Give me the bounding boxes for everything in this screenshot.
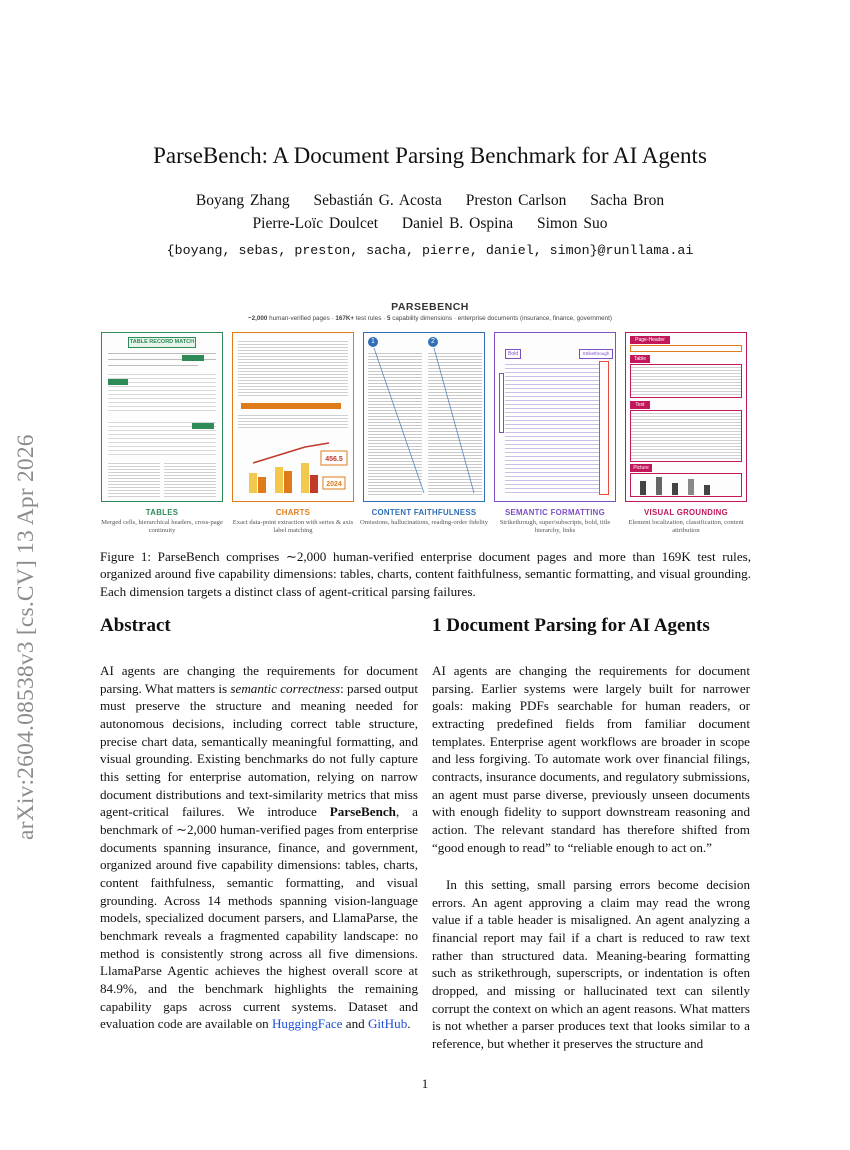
panel-desc-tables: Merged cells, hierarchical headers, cross-page continuity bbox=[101, 519, 223, 535]
authors-line-1 bbox=[100, 192, 760, 210]
authors-line-2 bbox=[100, 215, 760, 233]
semantic-formatting-panel-image bbox=[494, 332, 616, 502]
picture-tag: Picture bbox=[630, 464, 652, 472]
author-name: Simon Suo bbox=[536, 215, 608, 232]
subtitle-rules-count: 167K+ bbox=[335, 315, 355, 322]
content-faithfulness-panel-image bbox=[363, 332, 485, 502]
abstract-text-run: , a benchmark of ∼2,000 human-verified pages from enterprise documents spanning insurance, finance, and government, organized around five capability dimensions: tables, charts, content faithfulness, semantic formatting, and visual grounding. Across 14 methods spanning vision-language models, specialized document parsers, and LlamaParse, the benchmark reveals a fragmented capability landscape: no method is consistently strong across all five dimensions. LlamaParse Agentic achieves the highest overall score at 84.9%, and the benchmark highlights the remaining capability gaps across current systems. Dataset and evaluation code are available on bbox=[100, 804, 418, 1032]
abstract-text-run: : parsed output must preserve the structure and meaning needed for autonomous decisions, including correct table structure, precise chart data, semantically meaningful formatting, and visual grounding. Existing benchmarks do not fully capture this setting for enterprise automation, relying on narrow document distributions and text-similarity metrics that miss agent-critical failures. We introduce bbox=[100, 680, 418, 820]
subtitle-text: capability dimensions · enterprise documents (insurance, finance, government) bbox=[390, 315, 613, 322]
author-name: Boyang Zhang bbox=[195, 192, 290, 209]
panel-label-content-faithfulness: CONTENT FAITHFULNESS bbox=[371, 508, 477, 517]
table-tag: Table bbox=[630, 355, 650, 363]
table-record-match-badge: TABLE RECORD MATCH bbox=[128, 337, 196, 348]
chart-bar bbox=[275, 467, 283, 493]
paper-title: ParseBench: A Document Parsing Benchmark for AI Agents bbox=[153, 143, 707, 168]
author-name: Preston Carlson bbox=[465, 192, 567, 209]
github-link[interactable]: GitHub bbox=[367, 1016, 408, 1032]
chart-callout-value: 456.5 bbox=[325, 456, 343, 463]
section-paragraph-1: AI agents are changing the requirements for document parsing. Earlier systems were largely built for narrower goals: making PDFs searchable for human readers, or extracting predefined fields from familiar document templates. Enterprise agent workflows are broader in scope and less forgiving. To automate work over financial filings, contracts, insurance documents, and regulatory submissions, an agent must parse diverse, previously unseen documents with enough fidelity to support downstream reasoning and action. The relevant standard has therefore shifted from “good enough to read” to “reliable enough to act on.” bbox=[432, 663, 750, 855]
figure-title: PARSEBENCH bbox=[391, 301, 469, 313]
abstract-body bbox=[100, 662, 418, 1033]
chart-bar bbox=[310, 475, 318, 493]
page-number: 1 bbox=[421, 1076, 429, 1091]
abstract-text-run: AI agents are changing the requirements for document parsing. What matters is bbox=[100, 663, 418, 696]
panel-label-semantic-formatting: SEMANTIC FORMATTING bbox=[505, 508, 605, 517]
huggingface-link[interactable]: HuggingFace bbox=[271, 1016, 343, 1032]
panel-label-charts: CHARTS bbox=[275, 508, 311, 517]
subtitle-text: human-verified pages · bbox=[267, 315, 336, 322]
panel-desc-visual-grounding: Element localization, classification, content attribution bbox=[628, 519, 744, 535]
panel-label-visual-grounding: VISUAL GROUNDING bbox=[644, 508, 728, 517]
chart-bar bbox=[301, 463, 309, 493]
chart-bar bbox=[284, 471, 292, 493]
subtitle-text: test rules · bbox=[354, 315, 387, 322]
chart-year-label: 2024 bbox=[326, 481, 342, 488]
bold-tag: Bold bbox=[505, 349, 521, 359]
abstract-text-run: . bbox=[407, 1016, 411, 1032]
section-heading: 1 Document Parsing for AI Agents bbox=[432, 615, 710, 636]
chart-thumbnail bbox=[239, 433, 349, 499]
figure-subtitle bbox=[100, 315, 760, 322]
author-name: Daniel B. Ospina bbox=[401, 215, 514, 232]
text-tag: Text bbox=[630, 401, 650, 409]
author-name: Sebastián G. Acosta bbox=[313, 192, 442, 209]
panel-desc-content-faithfulness: Omissions, hallucinations, reading-order fidelity bbox=[359, 519, 488, 526]
chart-bar bbox=[249, 473, 257, 493]
abstract-emphasis: semantic correctness bbox=[230, 680, 341, 696]
visual-grounding-panel-image bbox=[625, 332, 747, 502]
tables-panel-image bbox=[101, 332, 223, 502]
subtitle-dimensions-count: 5 bbox=[386, 315, 391, 322]
author-emails: {boyang, sebas, preston, sacha, pierre, daniel, simon}@runllama.ai bbox=[166, 243, 694, 258]
column-marker-2: 2 bbox=[428, 337, 438, 347]
panel-desc-charts: Exact data-point extraction with series & axis label matching bbox=[232, 519, 354, 535]
abstract-benchmark-name: ParseBench bbox=[329, 804, 396, 820]
charts-panel-image bbox=[232, 332, 354, 502]
abstract-heading: Abstract bbox=[100, 615, 171, 636]
section-paragraph-2: In this setting, small parsing errors become decision errors. An agent approving a claim may read the wrong value if a table header is misaligned. An agent analyzing a financial report may fail if a chart is reduced to raw text rather than structured data. Meaning-bearing formatting such as strikethrough, superscripts, or indentation is often dropped, and missing or hallucinated text can silently corrupt the context on which an agent reasons. What matters is not whether a parser produces text that looks similar to a reference, but whether it preserves the structure and bbox=[432, 877, 750, 1052]
abstract-text-run: and bbox=[342, 1016, 368, 1032]
strikethrough-tag: Strikethrough bbox=[579, 349, 613, 359]
chart-bar bbox=[258, 477, 266, 493]
arxiv-identifier: arXiv:2604.08538v3 [cs.CV] 13 Apr 2026 bbox=[13, 434, 39, 840]
figure-caption: Figure 1: ParseBench comprises ∼2,000 human-verified enterprise document pages and more than 169K test rules, organized around five capability dimensions: tables, charts, content faithfulness, semantic formatting, and visual grounding. Each dimension targets a distinct class of agent-critical parsing failures. bbox=[100, 549, 751, 599]
panel-label-tables: TABLES bbox=[145, 508, 179, 517]
panel-desc-semantic-formatting: Strikethrough, super/subscripts, bold, title hierarchy, links bbox=[499, 519, 611, 535]
page-header-tag: Page-Header bbox=[630, 336, 670, 344]
subtitle-pages-count: ~2,000 bbox=[247, 315, 268, 322]
author-name: Sacha Bron bbox=[590, 192, 665, 209]
chart-line bbox=[253, 443, 329, 463]
author-name: Pierre-Loïc Doulcet bbox=[252, 215, 379, 232]
column-marker-1: 1 bbox=[368, 337, 378, 347]
